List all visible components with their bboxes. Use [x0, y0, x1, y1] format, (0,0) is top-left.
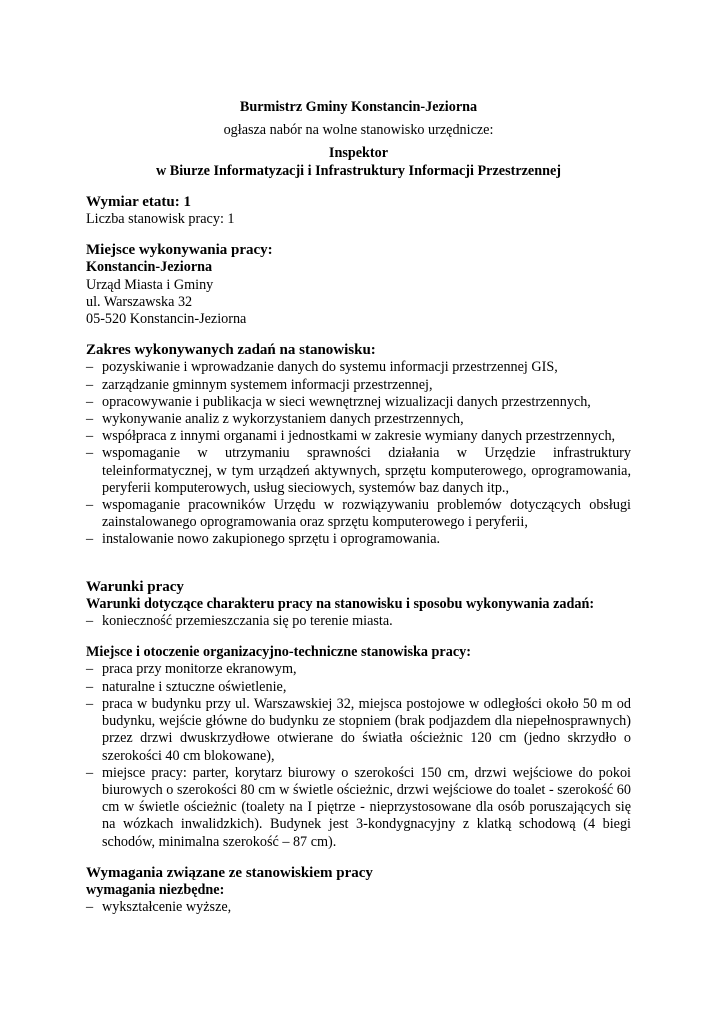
tasks-heading: Zakres wykonywanych zadań na stanowisku:	[86, 342, 376, 359]
announcement-text: ogłasza nabór na wolne stanowisko urzędnicze:	[223, 122, 494, 139]
requirements-heading: Wymagania związane ze stanowiskiem pracy	[86, 864, 373, 881]
place-city: Konstancin-Jeziorna	[86, 259, 213, 276]
list-item: – wspomaganie pracowników Urzędu w rozwiązywaniu problemów dotyczących obsługi zainstalowanego oprogramowania oraz sprzętu komputerowego i peryferii,	[86, 497, 631, 531]
list-item: – praca przy monitorze ekranowym,	[86, 661, 631, 678]
place-line: Urząd Miasta i Gminy	[86, 276, 214, 293]
requirements-list	[86, 899, 631, 916]
conditions-list	[86, 613, 631, 630]
requirements-subheading: wymagania niezbędne:	[86, 881, 225, 898]
etat-count: Liczba stanowisk pracy: 1	[86, 211, 235, 228]
department-title: w Biurze Informatyzacji i Infrastruktury Informacji Przestrzennej	[155, 162, 562, 179]
list-item: – pozyskiwanie i wprowadzanie danych do systemu informacji przestrzennej GIS,	[86, 359, 631, 376]
conditions-subheading: Warunki dotyczące charakteru pracy na stanowisku i sposobu wykonywania zadań:	[86, 595, 595, 612]
position-title: Inspektor	[328, 145, 389, 162]
list-item: – instalowanie nowo zakupionego sprzętu i oprogramowania.	[86, 531, 631, 548]
etat-heading: Wymiar etatu: 1	[86, 193, 191, 210]
environment-heading: Miejsce i otoczenie organizacyjno-techniczne stanowiska pracy:	[86, 644, 471, 661]
conditions-heading: Warunki pracy	[86, 578, 184, 595]
list-item: – wykształcenie wyższe,	[86, 899, 631, 916]
place-heading: Miejsce wykonywania pracy:	[86, 242, 273, 259]
environment-list	[86, 661, 631, 850]
place-line: ul. Warszawska 32	[86, 293, 193, 310]
list-item: – miejsce pracy: parter, korytarz biurowy o szerokości 150 cm, drzwi wejściowe do pokoi biurowych o szerokości 80 cm w świetle ościeżnic, drzwi wejściowe do toalet - szerokość 60 cm w świetle ościeżnic (toalety na I piętrze - nieprzystosowane dla osób poruszających się na wózkach inwalidzkich). Budynek jest 3-kondygnacyjny z klatką schodową (4 biegi schodów, minimalna szerokość – 87 cm).	[86, 765, 631, 851]
list-item: – wspomaganie w utrzymaniu sprawności działania w Urzędzie infrastruktury teleinformatycznej, w tym urządzeń aktywnych, sprzętu komputerowego, oprogramowania, peryferii komputerowych, usług sieciowych, systemów baz danych itp.,	[86, 445, 631, 497]
list-item: – zarządzanie gminnym systemem informacji przestrzennej,	[86, 377, 631, 394]
document-page	[86, 99, 631, 916]
list-item: – konieczność przemieszczania się po terenie miasta.	[86, 613, 631, 630]
list-item: – wykonywanie analiz z wykorzystaniem danych przestrzennych,	[86, 411, 631, 428]
list-item: – współpraca z innymi organami i jednostkami w zakresie wymiany danych przestrzennych,	[86, 428, 631, 445]
list-item: – opracowywanie i publikacja w sieci wewnętrznej wizualizacji danych przestrzennych,	[86, 394, 631, 411]
list-item: – naturalne i sztuczne oświetlenie,	[86, 679, 631, 696]
place-line: 05-520 Konstancin-Jeziorna	[86, 311, 247, 328]
authority-title: Burmistrz Gminy Konstancin-Jeziorna	[239, 99, 478, 115]
list-item: – praca w budynku przy ul. Warszawskiej 32, miejsca postojowe w odległości około 50 m od budynku, wejście główne do budynku ze stopniem (brak podjazdem dla niepełnosprawnych) przez drzwi dwuskrzydłowe otwierane do światła ościeżnic 120 cm (jedno skrzydło o szerokości 40 cm blokowane),	[86, 696, 631, 765]
tasks-list	[86, 359, 631, 548]
